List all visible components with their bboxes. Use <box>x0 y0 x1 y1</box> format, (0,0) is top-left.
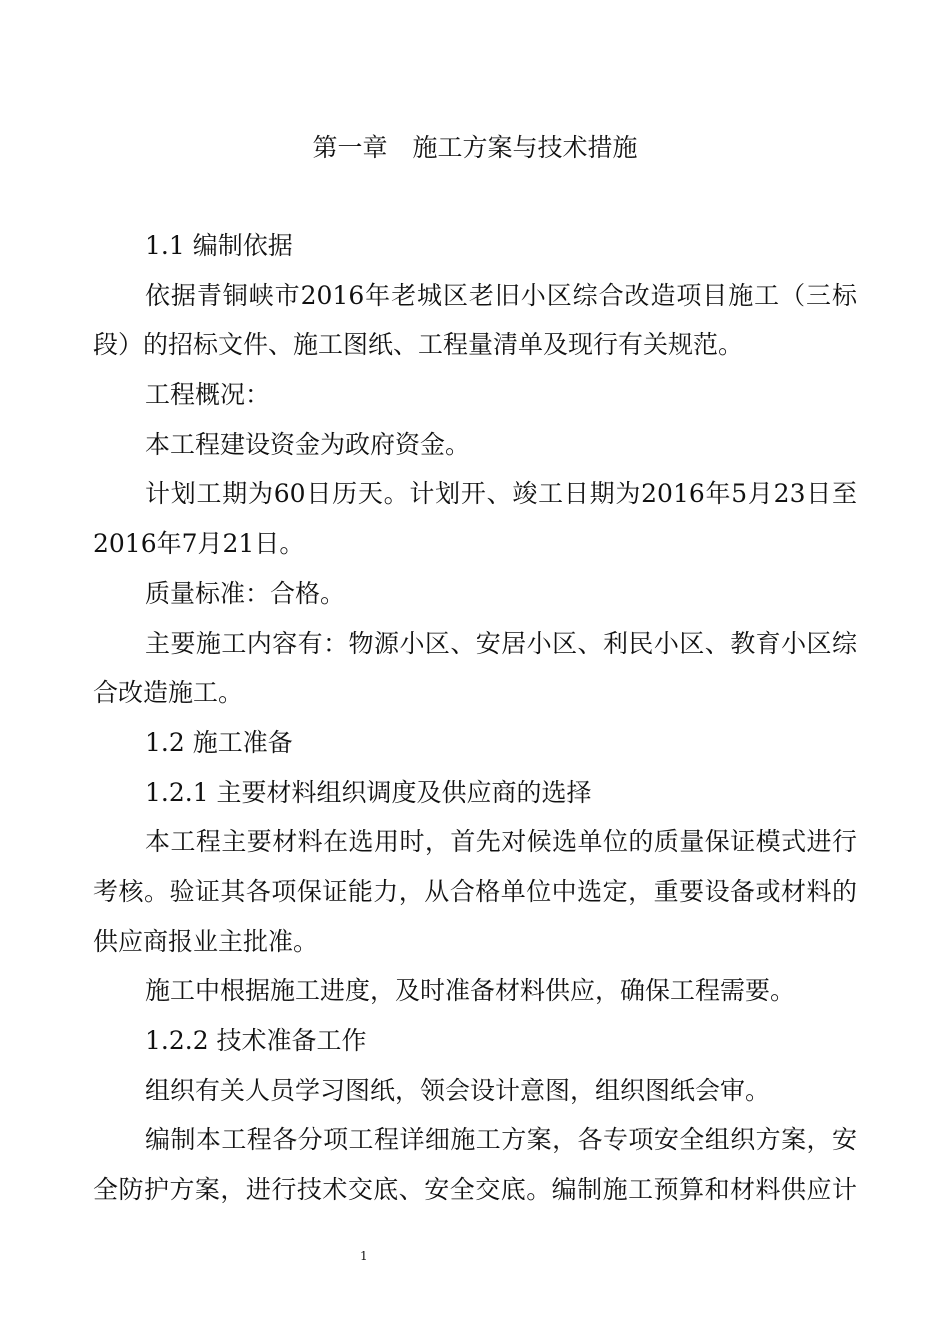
heading-text: 1.2 施工准备 <box>145 727 293 757</box>
paragraph-supply <box>93 966 857 1016</box>
section-heading-1-2-1 <box>93 768 857 818</box>
paragraph-materials <box>93 817 857 966</box>
document-body <box>93 221 857 1215</box>
text-line: 本工程建设资金为政府资金。 <box>145 429 471 459</box>
section-heading-1-2 <box>93 718 857 768</box>
text-line: 编制本工程各分项工程详细施工方案，各专项安全组织方案，安 <box>145 1125 857 1155</box>
paragraph-quality <box>93 569 857 619</box>
heading-text: 1.2.2 技术准备工作 <box>145 1026 367 1055</box>
text-line: 段）的招标文件、施工图纸、工程量清单及现行有关规范。 <box>93 330 744 360</box>
text-line: 2016年7月21日。 <box>93 529 305 559</box>
heading-text: 1.1 编制依据 <box>145 231 293 260</box>
text-line: 施工中根据施工进度，及时准备材料供应，确保工程需要。 <box>145 976 796 1006</box>
paragraph-scope <box>93 619 857 718</box>
paragraph-schedule <box>93 469 857 568</box>
text-line: 供应商报业主批准。 <box>93 926 319 956</box>
text-line: 组织有关人员学习图纸，领会设计意图，组织图纸会审。 <box>145 1075 771 1105</box>
paragraph-overview-label <box>93 370 857 420</box>
section-heading-1-2-2 <box>93 1016 857 1066</box>
text-line: 考核。验证其各项保证能力，从合格单位中选定，重要设备或材料的 <box>93 876 857 906</box>
text-line: 质量标准：合格。 <box>145 578 346 608</box>
text-line: 主要施工内容有：物源小区、安居小区、利民小区、教育小区综 <box>145 628 857 658</box>
text-line: 全防护方案，进行技术交底、安全交底。编制施工预算和材料供应计 <box>93 1175 857 1205</box>
text-line: 依据青铜峡市2016年老城区老旧小区综合改造项目施工（三标 <box>145 280 857 310</box>
heading-text: 1.2.1 主要材料组织调度及供应商的选择 <box>145 777 592 807</box>
section-heading-1-1 <box>93 221 857 271</box>
page-number: 1 <box>360 1249 368 1263</box>
text-line: 合改造施工。 <box>93 678 244 708</box>
paragraph-basis <box>93 271 857 370</box>
text-line: 工程概况： <box>145 380 271 410</box>
text-line: 计划工期为60日历天。计划开、竣工日期为2016年5月23日至 <box>145 479 857 509</box>
text-line: 本工程主要材料在选用时，首先对候选单位的质量保证模式进行 <box>145 827 857 857</box>
paragraph-drawings <box>93 1066 857 1116</box>
paragraph-plans <box>93 1115 857 1214</box>
chapter-title: 第一章 施工方案与技术措施 <box>312 133 638 162</box>
paragraph-funding <box>93 420 857 470</box>
